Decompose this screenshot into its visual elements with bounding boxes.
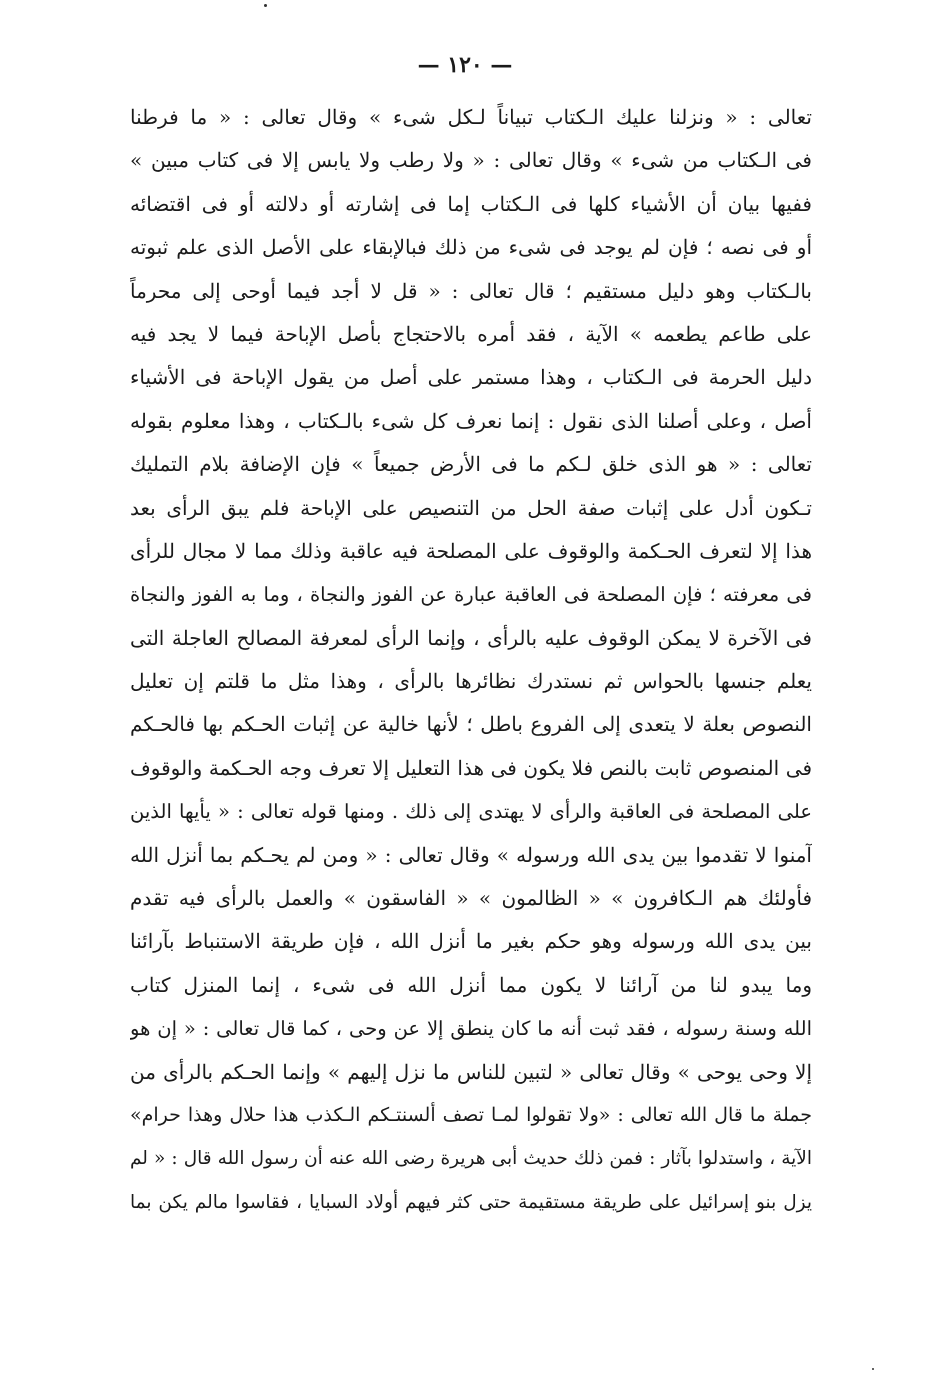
text-line: فى معرفته ؛ فإن المصلحة فى العاقبة عبارة عن الفوز والنجاة ، وما به الفوز والنجاة — [130, 583, 812, 607]
text-line: ففيها بيان أن الأشياء كلها فى الـكتاب إما فى إشارته أو دلالته أو فى اقتضائه — [130, 191, 812, 216]
text-line: أصل ، وعلى أصلنا الذى نقول : إنما نعرف كل شىء بالـكتاب ، وهذا معلوم بقوله — [130, 408, 812, 433]
body-text — [130, 96, 812, 1224]
text-line: جملة ما قال الله تعالى : «ولا تقولوا لمـا تصف ألسنتـكم الـكذب هذا حلال وهذا حرام» — [130, 1103, 812, 1126]
text-line: بين يدى الله ورسوله وهو حكم بغير ما أنزل الله ، فإن طريقة الاستنباط بآرائنا — [130, 929, 812, 954]
text-line: تعالى : « هو الذى خلق لـكم ما فى الأرض جميعاً » فإن الإضافة بلام التمليك — [130, 452, 812, 477]
text-line: آمنوا لا تقدموا بين يدى الله ورسوله » وقال تعالى : « ومن لم يحـكم بما أنزل الله — [130, 842, 812, 867]
text-line: النصوص بعلة لا يتعدى إلى الفروع باطل ؛ لأنها خالية عن إثبات الحـكم بها فالحـكم — [130, 712, 812, 737]
text-line: تعالى : « ونزلنا عليك الـكتاب تبياناً لـكل شىء » وقال تعالى : « ما فرطنا — [130, 105, 812, 129]
scan-speck — [264, 4, 267, 7]
text-line: على طاعم يطعمه » الآية ، فقد أمره بالاحتجاج بأصل الإباحة فيما لا يجد فيه — [130, 321, 812, 346]
text-line: فى المنصوص ثابت بالنص فلا يكون فى هذا التعليل إلا تعرف وجه الحـكمة والوقوف — [130, 755, 812, 780]
page-number: — ١٢٠ — — [417, 52, 513, 78]
text-line: على المصلحة فى العاقبة والرأى لا يهتدى إلى ذلك . ومنها قوله تعالى : « يأيها الذين — [130, 800, 812, 824]
text-line: يعلم جنسها بالحواس ثم نستدرك نظائرها بالرأى ، وهذا مثل ما قلتم إن تعليل — [130, 669, 812, 694]
text-line: يزل بنو إسرائيل على طريقة مستقيمة حتى كثر فيهم أولاد السبايا ، فقاسوا مالم يكن بما — [130, 1191, 812, 1213]
text-line: فأولئك هم الـكافرون » « الظالمون » « الفاسقون » والعمل بالرأى فيه تقدم — [130, 886, 812, 911]
text-line: بالـكتاب وهو دليل مستقيم ؛ قال تعالى : « قل لا أجد فيما أوحى إلى محرماً — [130, 278, 812, 303]
text-line: وما يبدو لنا من آرائنا لا يكون مما أنزل الله فى شىء ، إنما المنزل كتاب — [130, 972, 812, 997]
text-line: أو فى نصه ؛ فإن لم يوجد فى شىء من ذلك فبالإبقاء على الأصل الذى علم ثبوته — [130, 235, 812, 260]
text-line: فى الآخرة لا يمكن الوقوف عليه بالرأى ، وإنما الرأى لمعرفة المصالح العاجلة التى — [130, 625, 812, 650]
text-line: تـكون أدل على إثبات صفة الحل من التنصيص على الإباحة فلم يبق الرأى بعد — [130, 495, 812, 520]
text-line: الآية ، واستدلوا بآثار : فمن ذلك حديث أبى هريرة رضى الله عنه أن رسول الله قال : « لم — [130, 1148, 812, 1170]
text-line: فى الـكتاب من شىء » وقال تعالى : « ولا رطب ولا يابس إلا فى كتاب مبين » — [130, 148, 812, 173]
scan-speck — [872, 1368, 874, 1370]
text-line: الله وسنة رسوله ، فقد ثبت أنه ما كان ينطق إلا عن وحى ، كما قال تعالى : « إن هو — [130, 1017, 812, 1041]
text-line: دليل الحرمة فى الـكتاب ، وهذا مستمر على أصل من يقول الإباحة فى الأشياء — [130, 365, 812, 390]
text-line: إلا وحى يوحى » وقال تعالى « لتبين للناس ما نزل إليهم » وإنما الحـكم بالرأى من — [130, 1059, 812, 1084]
text-line: هذا إلا لتعرف الحـكمة والوقوف على المصلحة فيه عاقبة وذلك مما لا مجال للرأى — [130, 538, 812, 563]
